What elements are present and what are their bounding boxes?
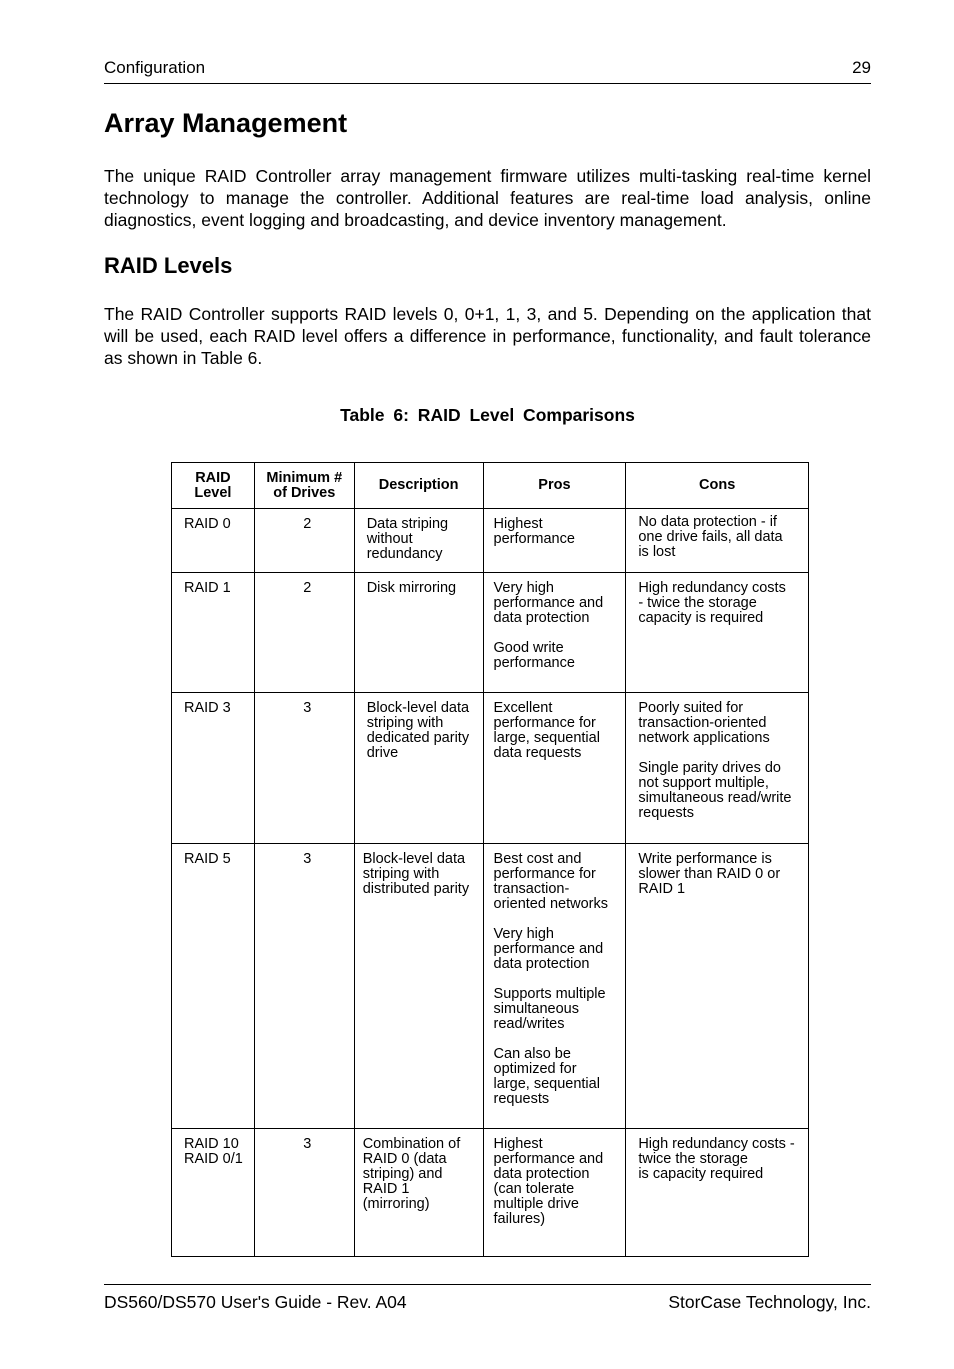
cons-line: - twice the storage: [638, 595, 757, 611]
pros-line: oriented networks: [493, 896, 608, 912]
pros-line: Supports multiple: [493, 986, 606, 1002]
pros-line: performance and: [493, 1151, 604, 1167]
pros-line: Best cost and: [493, 851, 582, 867]
cons-line: requests: [638, 805, 694, 821]
table-body: [172, 509, 809, 1257]
cons-group: [638, 761, 802, 821]
description-line: striping) and: [362, 1166, 443, 1182]
cons-line: capacity is required: [638, 610, 764, 626]
pros-line: data protection: [493, 956, 590, 972]
cell-pros: [483, 573, 626, 693]
pros-line: performance: [493, 655, 575, 671]
cons-line: twice the storage: [638, 1151, 748, 1167]
cell-min-drives: 3: [254, 693, 354, 844]
cons-line: one drive fails, all data: [638, 529, 783, 545]
description-line: Block-level data: [362, 851, 466, 867]
cell-min-drives: 3: [254, 844, 354, 1129]
pros-line: performance for: [493, 715, 596, 731]
pros-line: failures): [493, 1211, 546, 1227]
pros-line: Highest: [493, 516, 543, 532]
pros-group: [494, 517, 620, 547]
page-title: Array Management: [104, 108, 348, 138]
table-header-row: [172, 463, 809, 509]
cons-line: No data protection - if: [638, 514, 777, 530]
cons-line: High redundancy costs: [638, 580, 786, 596]
intro-paragraph: The unique RAID Controller array management firmware utilizes multi-tasking real-time kernel technology to manage the controller. Additional features are real-time load analysis, online diagnostics, event logging and broadcasting, and device inventory management.: [104, 166, 871, 230]
raid-level-line: RAID 0/1: [184, 1151, 243, 1167]
description-line: RAID 1: [362, 1181, 410, 1197]
pros-group: [494, 987, 620, 1032]
pros-line: data requests: [493, 745, 582, 761]
pros-line: performance for: [493, 866, 596, 882]
cell-raid-level: [172, 844, 255, 1129]
cons-group: [638, 852, 802, 897]
cell-min-drives: 2: [254, 509, 354, 573]
cons-line: is capacity required: [638, 1166, 764, 1182]
cons-line: simultaneous read/write: [638, 790, 792, 806]
pros-line: performance and: [493, 595, 604, 611]
cons-line: not support multiple,: [638, 775, 769, 791]
pros-line: performance: [493, 531, 575, 547]
cons-line: slower than RAID 0 or: [638, 866, 781, 882]
pros-line: optimized for: [493, 1061, 577, 1077]
description-line: Data striping: [366, 516, 449, 532]
cons-line: transaction-oriented: [638, 715, 767, 731]
cell-description: [354, 509, 483, 573]
raid-level-line: RAID 5: [184, 851, 231, 867]
description-line: redundancy: [366, 546, 443, 562]
description-line: without: [366, 531, 413, 547]
table-row: [172, 693, 809, 844]
pros-group: [494, 927, 620, 972]
cell-cons: [626, 844, 809, 1129]
pros-line: Highest: [493, 1136, 543, 1152]
description-line: (mirroring): [362, 1196, 430, 1212]
cons-group: [638, 1137, 802, 1182]
cell-raid-level: [172, 509, 255, 573]
cell-raid-level: [172, 1129, 255, 1257]
cell-description: [354, 693, 483, 844]
pros-group: [494, 641, 620, 671]
page-number: 29: [852, 58, 871, 77]
pros-group: [494, 581, 620, 626]
header-pros: Pros: [483, 463, 626, 509]
page-header: [104, 56, 871, 84]
raid-level-line: RAID 1: [184, 580, 231, 596]
page-footer: [104, 1284, 871, 1312]
table-caption: Table 6: RAID Level Comparisons: [340, 405, 635, 425]
cons-group: [638, 581, 802, 626]
pros-line: multiple drive: [493, 1196, 579, 1212]
header-cons: Cons: [626, 463, 809, 509]
raid-levels-paragraph: The RAID Controller supports RAID levels 0, 0+1, 1, 3, and 5. Depending on the application that will be used, each RAID level offers a difference in performance, functionality, and fault tolerance as shown in Table 6.: [104, 304, 871, 368]
pros-line: Excellent: [493, 700, 553, 716]
description-line: distributed parity: [362, 881, 470, 897]
cons-line: RAID 1: [638, 881, 686, 897]
cons-line: Single parity drives do: [638, 760, 781, 776]
cell-cons: [626, 1129, 809, 1257]
cell-cons: [626, 509, 809, 573]
raid-level-line: RAID 0: [184, 516, 231, 532]
raid-level-line: RAID 10: [184, 1136, 239, 1152]
table-row: [172, 509, 809, 573]
cell-pros: [483, 1129, 626, 1257]
cell-raid-level: [172, 693, 255, 844]
pros-line: large, sequential: [493, 730, 600, 746]
section-name: Configuration: [104, 58, 206, 77]
cell-min-drives: 3: [254, 1129, 354, 1257]
pros-line: Can also be: [493, 1046, 571, 1062]
footer-company: StorCase Technology, Inc.: [668, 1292, 871, 1312]
pros-line: Very high: [493, 926, 554, 942]
pros-line: simultaneous: [493, 1001, 579, 1017]
description-line: drive: [366, 745, 399, 761]
cons-group: [638, 701, 802, 746]
table-row: [172, 1129, 809, 1257]
pros-line: performance and: [493, 941, 604, 957]
cell-pros: [483, 509, 626, 573]
pros-line: data protection: [493, 610, 590, 626]
description-line: Disk mirroring: [366, 580, 457, 596]
pros-line: (can tolerate: [493, 1181, 575, 1197]
raid-comparison-table: [171, 462, 809, 1257]
header-min-drives: Minimum # of Drives: [254, 463, 354, 509]
pros-group: [494, 1047, 620, 1107]
cons-line: Write performance is: [638, 851, 772, 867]
raid-level-line: RAID 3: [184, 700, 231, 716]
pros-group: [494, 701, 620, 761]
cell-cons: [626, 573, 809, 693]
pros-line: Very high: [493, 580, 554, 596]
description-line: Combination of: [362, 1136, 461, 1152]
cell-raid-level: [172, 573, 255, 693]
description-line: striping with: [362, 866, 440, 882]
cons-line: network applications: [638, 730, 770, 746]
header-raid-level: RAID Level: [172, 463, 255, 509]
cell-min-drives: 2: [254, 573, 354, 693]
cell-pros: [483, 693, 626, 844]
pros-line: requests: [493, 1091, 550, 1107]
pros-line: read/writes: [493, 1016, 565, 1032]
cell-description: [354, 1129, 483, 1257]
pros-line: transaction-: [493, 881, 570, 897]
table-row: [172, 844, 809, 1129]
description-line: Block-level data: [366, 700, 470, 716]
pros-line: large, sequential: [493, 1076, 600, 1092]
cons-group: [638, 515, 802, 560]
footer-document-title: DS560/DS570 User's Guide - Rev. A04: [104, 1292, 407, 1312]
pros-group: [494, 852, 620, 912]
pros-group: [494, 1137, 620, 1227]
description-line: striping with: [366, 715, 444, 731]
header-description: Description: [354, 463, 483, 509]
cons-line: High redundancy costs -: [638, 1136, 795, 1152]
cons-line: is lost: [638, 544, 676, 560]
cell-pros: [483, 844, 626, 1129]
description-line: dedicated parity: [366, 730, 470, 746]
cell-description: [354, 573, 483, 693]
cell-cons: [626, 693, 809, 844]
pros-line: data protection: [493, 1166, 590, 1182]
cons-line: Poorly suited for: [638, 700, 744, 716]
pros-line: Good write: [493, 640, 564, 656]
section-heading: RAID Levels: [104, 253, 233, 278]
description-line: RAID 0 (data: [362, 1151, 447, 1167]
table-row: [172, 573, 809, 693]
cell-description: [354, 844, 483, 1129]
